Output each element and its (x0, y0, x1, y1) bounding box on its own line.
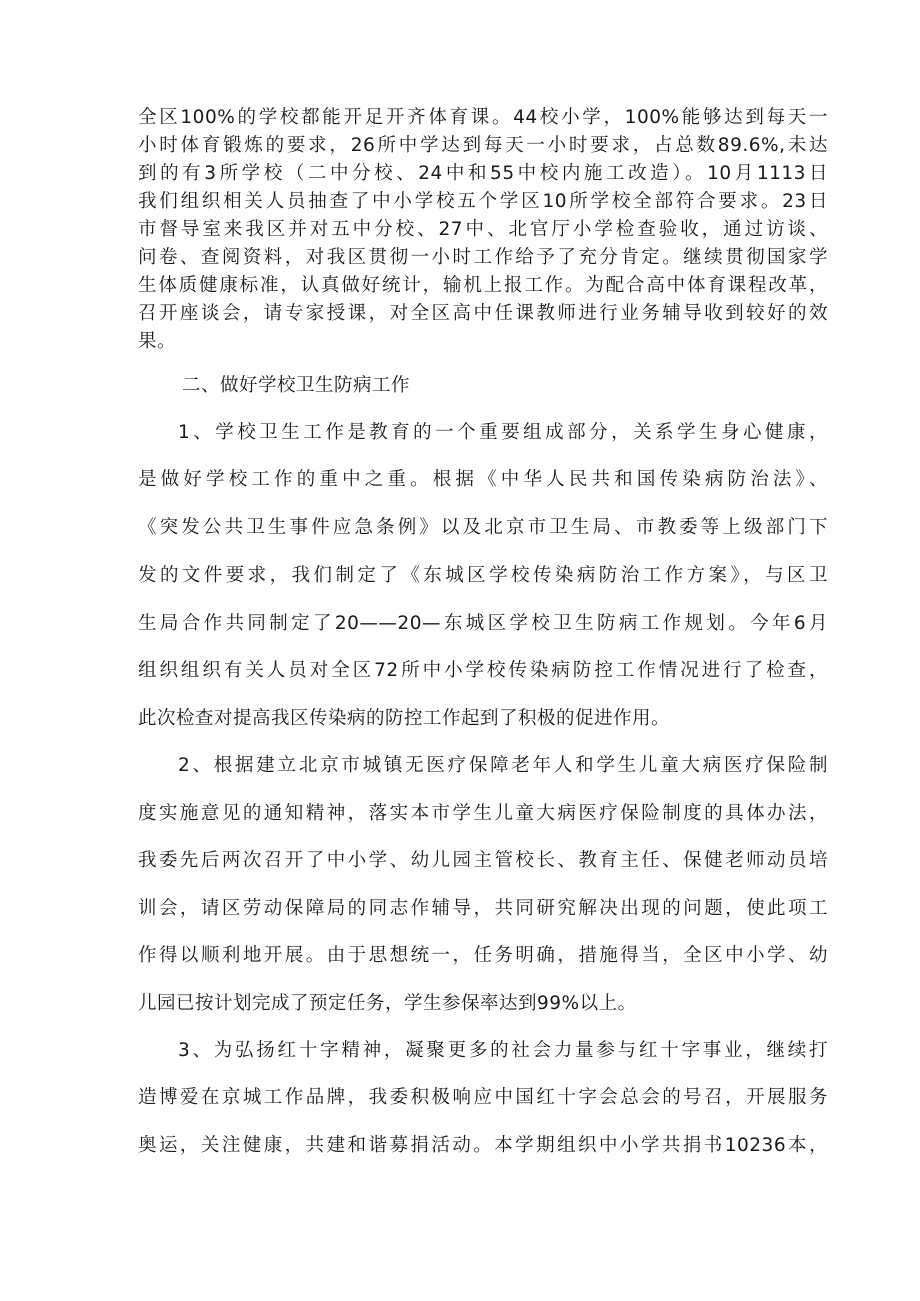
text-line: 此次检查对提高我区传染病的防控工作起到了积极的促进作用。 (138, 708, 671, 729)
text-line: 训会，请区劳动保障局的同志作辅导，共同研究解决出现的问题，使此项工 (138, 898, 828, 919)
text-line: 儿园已按计划完成了预定任务，学生参保率达到99%以上。 (138, 993, 637, 1014)
text-line: 《突发公共卫生事件应急条例》以及北京市卫生局、市教委等上级部门下 (138, 517, 828, 538)
text-line: 组织组织有关人员对全区72所中小学校传染病防控工作情况进行了检查， (138, 660, 828, 681)
text-line: 果。 (138, 331, 177, 352)
text-line: 全区100%的学校都能开足开齐体育课。44校小学，100%能够达到每天一 (138, 107, 828, 128)
text-line: 到的有3所学校（二中分校、24中和55中校内施工改造）。10月1113日 (138, 163, 828, 184)
text-line: 我委先后两次召开了中小学、幼儿园主管校长、教育主任、保健老师动员培 (138, 850, 828, 871)
text-line: 作得以顺利地开展。由于思想统一，任务明确，措施得当，全区中小学、幼 (138, 945, 828, 966)
text-line: 2、根据建立北京市城镇无医疗保障老年人和学生儿童大病医疗保险制 (178, 755, 828, 776)
text-line: 问卷、查阅资料，对我区贯彻一小时工作给予了充分肯定。继续贯彻国家学 (138, 247, 828, 268)
text-line: 造博爱在京城工作品牌，我委积极响应中国红十字会总会的号召，开展服务 (138, 1087, 828, 1108)
text-line: 生体质健康标准，认真做好统计，输机上报工作。为配合高中体育课程改革， (138, 275, 828, 296)
section-heading: 二、做好学校卫生防病工作 (182, 375, 411, 396)
text-line: 召开座谈会，请专家授课，对全区高中任课教师进行业务辅导收到较好的效 (138, 303, 828, 324)
text-line: 小时体育锻炼的要求，26所中学达到每天一小时要求，占总数89.6%,未达 (138, 135, 828, 156)
text-line: 发的文件要求，我们制定了《东城区学校传染病防治工作方案》，与区卫 (138, 565, 828, 586)
text-line: 市督导室来我区并对五中分校、27中、北官厅小学检查验收，通过访谈、 (138, 219, 828, 240)
text-line: 度实施意见的通知精神，落实本市学生儿童大病医疗保险制度的具体办法， (138, 803, 828, 824)
text-line: 是做好学校工作的重中之重。根据《中华人民共和国传染病防治法》、 (138, 469, 828, 490)
text-line: 奥运，关注健康，共建和谐募捐活动。本学期组织中小学共捐书10236本， (138, 1135, 828, 1156)
text-line: 生局合作共同制定了20——20—东城区学校卫生防病工作规划。今年6月 (138, 613, 828, 634)
text-line: 我们组织相关人员抽查了中小学校五个学区10所学校全部符合要求。23日 (138, 191, 828, 212)
text-line: 1、学校卫生工作是教育的一个重要组成部分，关系学生身心健康， (178, 422, 828, 443)
text-line: 3、为弘扬红十字精神，凝聚更多的社会力量参与红十字事业，继续打 (178, 1040, 828, 1061)
